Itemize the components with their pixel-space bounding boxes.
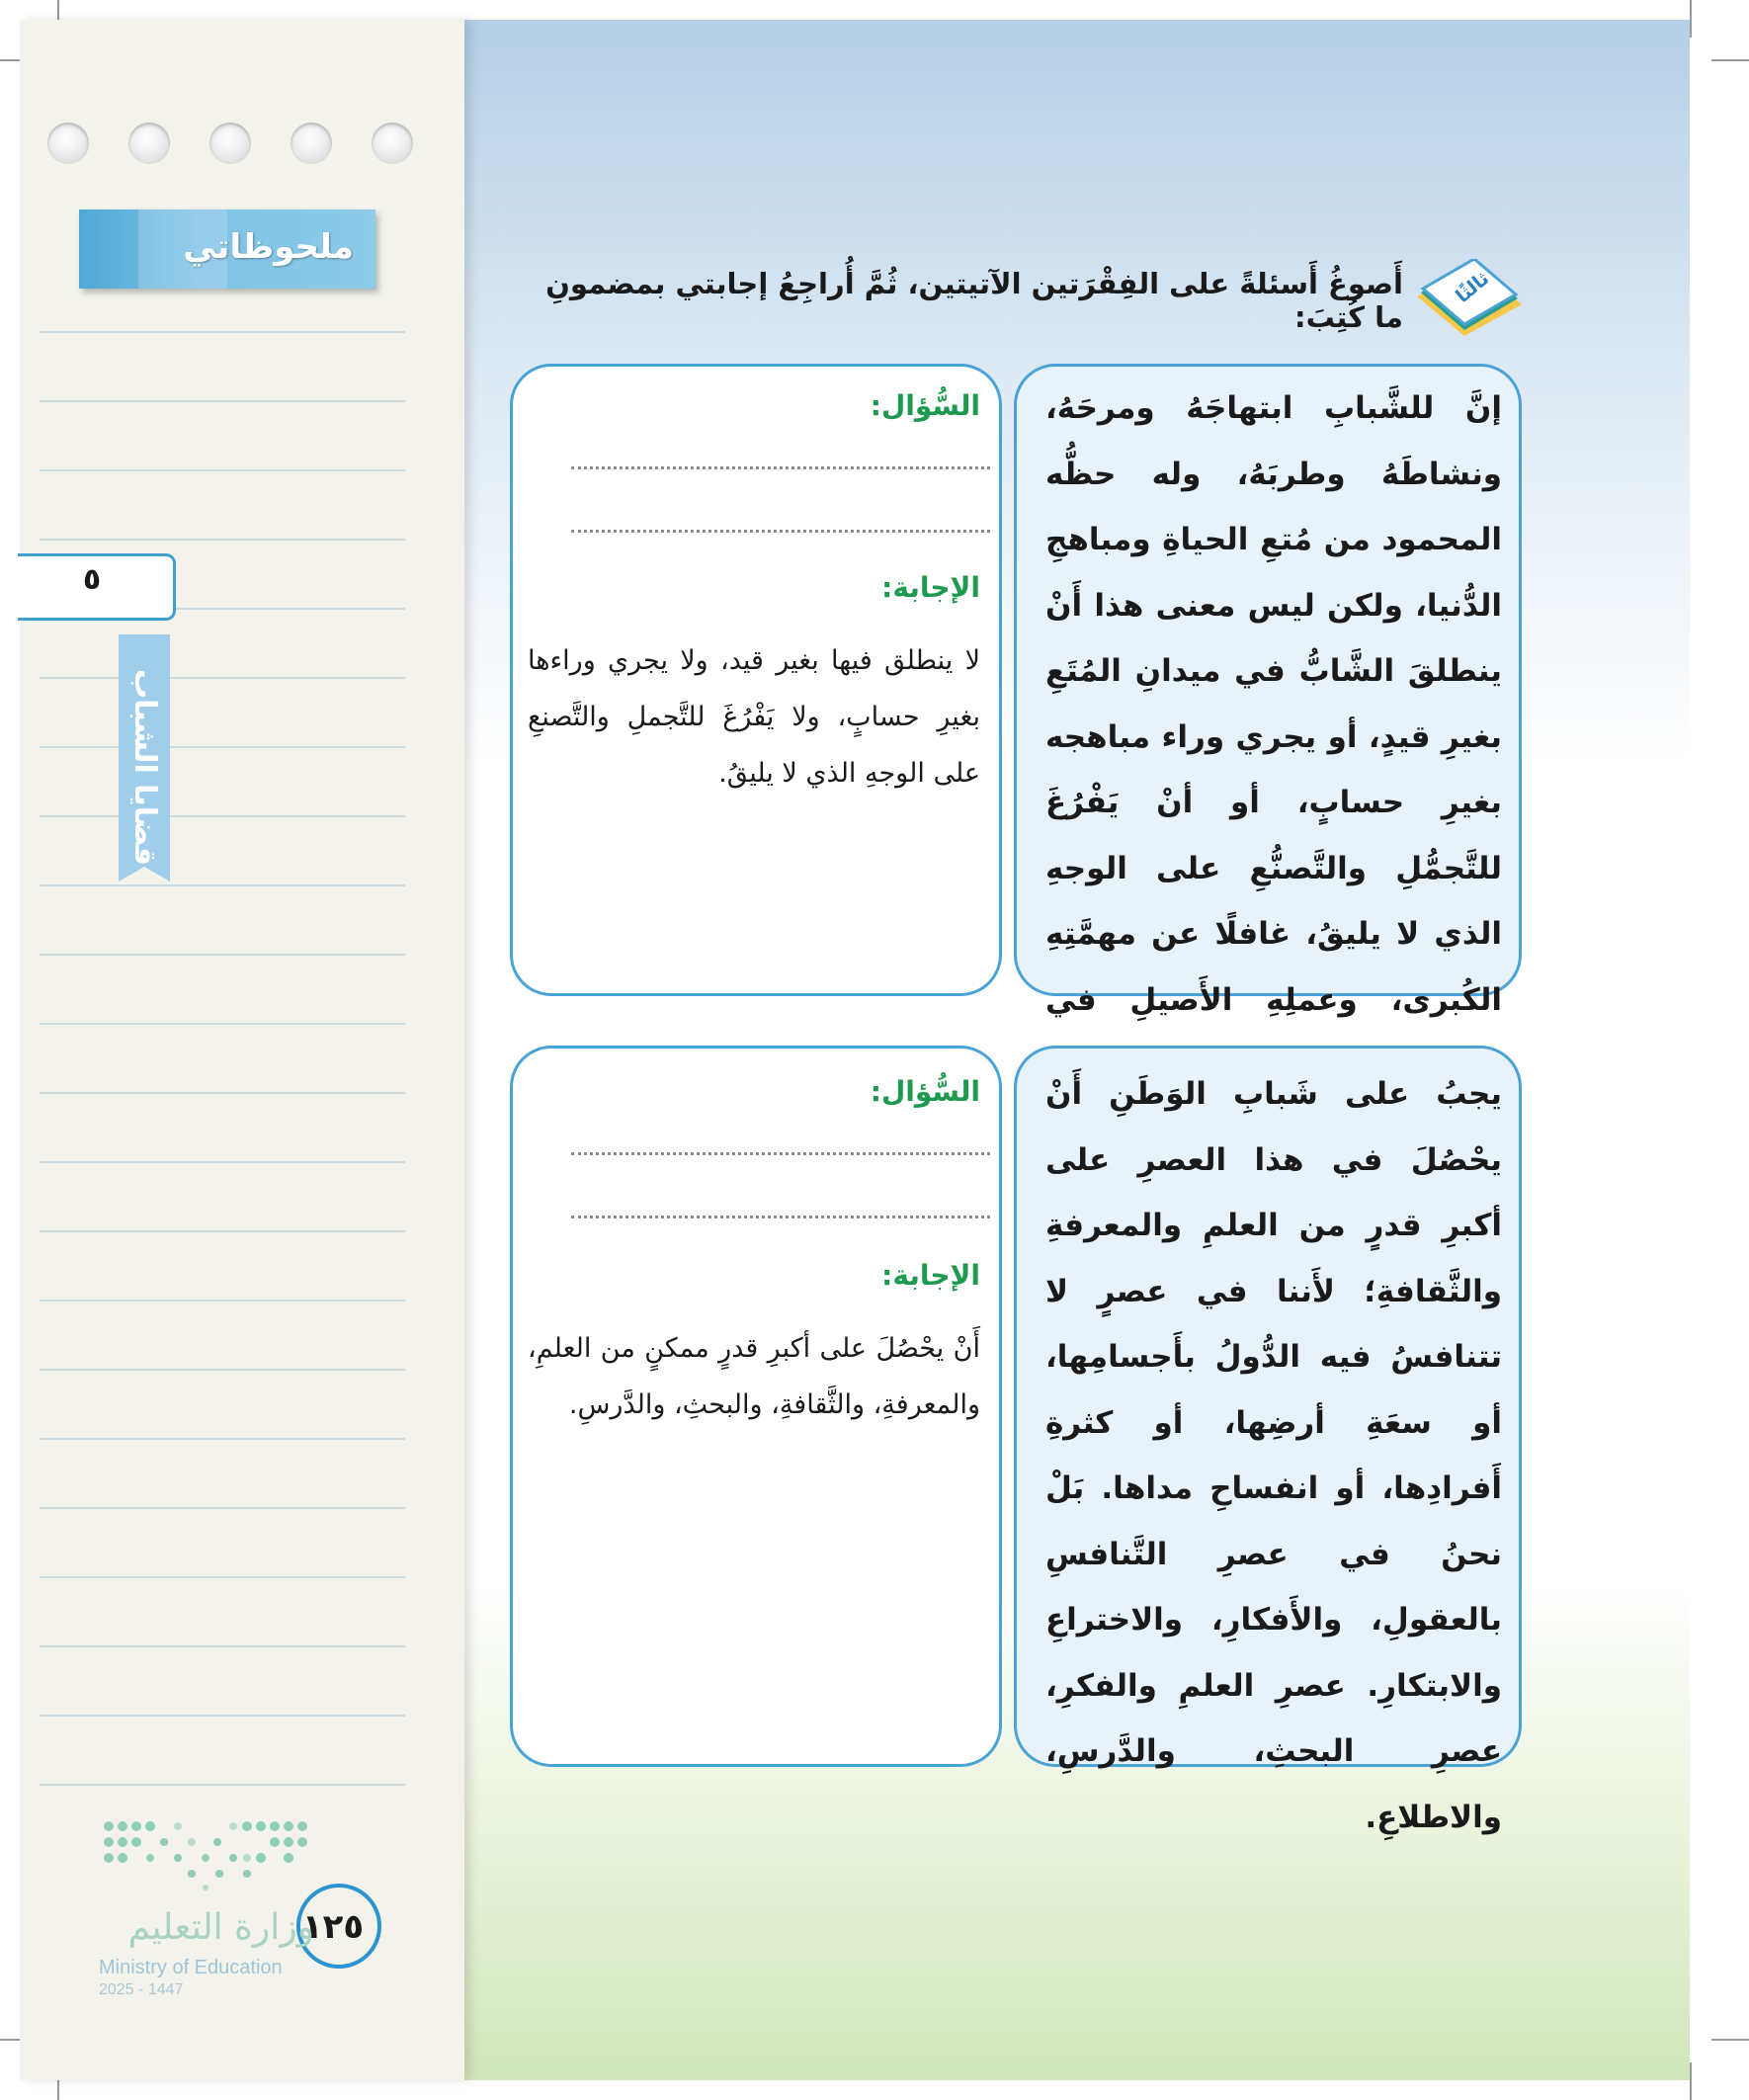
ruled-line — [40, 469, 405, 471]
ruled-line — [40, 954, 405, 956]
ruled-line — [40, 400, 405, 402]
answer-label-1: الإجابة: — [881, 571, 980, 604]
notes-panel — [20, 20, 464, 2080]
binder-hole — [128, 123, 170, 164]
ruled-line — [40, 1715, 405, 1717]
crop-mark — [1711, 59, 1749, 61]
unit-title: قضايا الشباب — [127, 669, 162, 867]
ministry-name-arabic: وزارة التعليم — [127, 1907, 314, 1948]
binder-hole — [291, 123, 332, 164]
ministry-logo-icon — [99, 1816, 316, 1895]
binder-hole — [209, 123, 251, 164]
ruled-line — [40, 746, 405, 748]
ruled-line — [40, 331, 405, 333]
ruled-line — [40, 1369, 405, 1371]
question-answer-line[interactable] — [571, 1216, 990, 1218]
question-answer-line[interactable] — [571, 530, 990, 533]
binder-hole — [47, 123, 89, 164]
unit-number: ٥ — [82, 562, 102, 597]
ruled-line — [40, 1300, 405, 1302]
ministry-year: 2025 - 1447 — [99, 1981, 184, 1998]
ruled-line — [40, 1576, 405, 1578]
question-answer-line[interactable] — [571, 1152, 990, 1155]
ruled-line — [40, 1784, 405, 1786]
answer-text-2: أَنْ يحْصُلَ على أكبرِ قدرٍ ممكنٍ من العلمِ، والمعرفةِ، والثَّقافةِ، والبحثِ، والدَّرسِ. — [528, 1333, 980, 1420]
passage-text-1: إنَّ للشَّبابِ ابتهاجَهُ ومرحَهُ، ونشاطَهُ وطربَهُ، وله حظُّه المحمود من مُتعِ الحياةِ ومباهجِ الدُّنيا، ولكن ليس معنى هذا أَنْ ينطلقَ الشَّابُّ في ميدانِ المُتَعِ بغيرِ قيدٍ، أو يجري وراء مباهجه بغيرِ حسابٍ، أو أنْ يَفْرُغَ للتَّجمُّلِ والتَّصنُّعِ على الوجهِ الذي لا يليقُ، غافلًا عن مهمَّتِهِ الكُبرى، وعملِهِ الأَصيلِ في — [1045, 390, 1502, 1018]
ruled-line — [40, 1161, 405, 1163]
notes-label: ملحوظاتي — [183, 227, 354, 267]
passage-text-2: يجبُ على شَبابِ الوَطَنِ أَنْ يحْصُلَ في هذا العصرِ على أكبرِ قدرٍ من العلمِ والمعرفةِ والثَّقافةِ؛ لأَننا في عصرٍ لا تتنافسُ فيه الدُّولُ بأَجسامِها، أو سعَةِ أرضِها، أو كثرةِ أَفرادِها، أو انفساحِ مداها. بَلْ نحنُ في عصرِ التَّنافسِ بالعقولِ، والأَفكارِ، والاختراعِ والابتكارِ. عصرِ العلمِ والفكرِ، عصرِ البحثِ، والدَّرسِ، والاطلاعِ. — [1045, 1076, 1502, 1835]
answer-text-1: لا ينطلق فيها بغير قيد، ولا يجري وراءها بغيرِ حسابٍ، ولا يَفْرُغَ للتَّجملِ والتَّصنعِ على الوجهِ الذي لا يليقُ. — [528, 645, 980, 789]
ruled-line — [40, 1507, 405, 1509]
ruled-line — [40, 1438, 405, 1440]
ruled-line — [40, 1230, 405, 1232]
ruled-line — [40, 539, 405, 541]
ruled-line — [40, 1092, 405, 1094]
page-number: ١٢٥ — [301, 1907, 365, 1947]
ruled-line — [40, 1645, 405, 1647]
ruled-line — [40, 677, 405, 679]
crop-mark — [1690, 0, 1692, 38]
section-badge-label: ثالثًا — [1452, 267, 1494, 308]
ministry-name-english: Ministry of Education — [99, 1957, 283, 1978]
ruled-line — [40, 1023, 405, 1025]
unit-tab — [18, 553, 176, 621]
notes-header — [79, 210, 375, 289]
ruled-line — [40, 884, 405, 886]
binder-hole — [372, 123, 413, 164]
crop-mark — [1690, 2062, 1692, 2100]
question-label-2: السُّؤال: — [870, 1075, 980, 1108]
ruled-line — [40, 815, 405, 817]
question-answer-line[interactable] — [571, 466, 990, 469]
instruction-text: أَصوغُ أَسئلةً على الفِقْرَتين الآتيتين، ثُمَّ أُراجِعُ إجابتي بمضمونِ ما كُتِبَ: — [545, 267, 1403, 334]
answer-label-2: الإجابة: — [881, 1259, 980, 1292]
crop-mark — [1711, 2039, 1749, 2041]
question-label-1: السُّؤال: — [870, 389, 980, 422]
